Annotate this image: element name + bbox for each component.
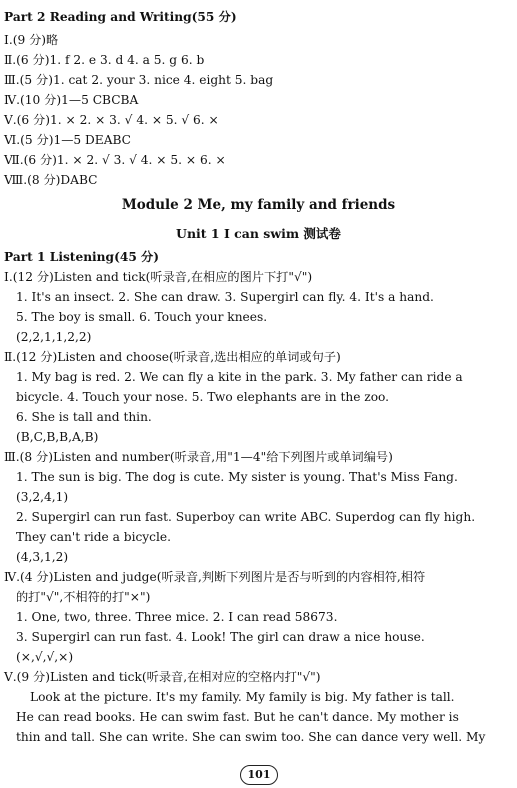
part2-line: Ⅶ.(6 分)1. × 2. √ 3. √ 4. × 5. × 6. ×: [4, 153, 226, 167]
section-header: Ⅴ.(9 分)Listen and tick(听录音,在相对应的空格内打"√"): [4, 670, 321, 684]
section-line: 1. The sun is big. The dog is cute. My sister is young. That's Miss Fang.: [16, 470, 458, 484]
unit-heading: Unit 1 I can swim 测试卷: [176, 226, 341, 241]
section-line: bicycle. 4. Touch your nose. 5. Two elephants are in the zoo.: [16, 390, 390, 404]
section-line: They can't ride a bicycle.: [16, 530, 171, 544]
part2-line: Ⅵ.(5 分)1—5 DEABC: [4, 133, 132, 147]
part2-line: Ⅰ.(9 分)略: [4, 33, 59, 47]
section-line: 1. My bag is red. 2. We can fly a kite in the park. 3. My father can ride a: [16, 370, 463, 384]
part2-line: Ⅱ.(6 分)1. f 2. e 3. d 4. a 5. g 6. b: [4, 53, 205, 67]
part2-line: Ⅲ.(5 分)1. cat 2. your 3. nice 4. eight 5. bag: [4, 73, 274, 87]
section-line: Look at the picture. It's my family. My family is big. My father is tall.: [30, 690, 455, 704]
part1-title: Part 1 Listening(45 分): [4, 250, 159, 264]
part2-line: Ⅴ.(6 分)1. × 2. × 3. √ 4. × 5. √ 6. ×: [4, 113, 219, 127]
section-answer: (2,2,1,1,2,2): [16, 330, 92, 344]
section-header-cont: 的打"√",不相符的打"×"): [16, 590, 151, 604]
section-line: thin and tall. She can write. She can swim too. She can dance very well. My: [16, 730, 486, 744]
part2-title: Part 2 Reading and Writing(55 分): [4, 10, 237, 24]
section-header: Ⅰ.(12 分)Listen and tick(听录音,在相应的图片下打"√"): [4, 270, 313, 284]
section-header: Ⅱ.(12 分)Listen and choose(听录音,选出相应的单词或句子): [4, 350, 341, 364]
page-number: 101: [240, 765, 278, 785]
section-line: 3. Supergirl can run fast. 4. Look! The girl can draw a nice house.: [16, 630, 425, 644]
section-line: 2. Supergirl can run fast. Superboy can write ABC. Superdog can fly high.: [16, 510, 476, 524]
section-line: 1. It's an insect. 2. She can draw. 3. Supergirl can fly. 4. It's a hand.: [16, 290, 434, 304]
section-answer: (B,C,B,B,A,B): [16, 430, 99, 444]
section-line: 6. She is tall and thin.: [16, 410, 152, 424]
section-answer: (3,2,4,1): [16, 490, 69, 504]
section-line: 1. One, two, three. Three mice. 2. I can read 58673.: [16, 610, 338, 624]
section-line: He can read books. He can swim fast. But he can't dance. My mother is: [16, 710, 459, 724]
section-answer: (×,√,√,×): [16, 650, 74, 664]
section-answer: (4,3,1,2): [16, 550, 69, 564]
section-header: Ⅳ.(4 分)Listen and judge(听录音,判断下列图片是否与听到的内容相符,相符: [4, 570, 426, 584]
section-line: 5. The boy is small. 6. Touch your knees.: [16, 310, 268, 324]
section-header: Ⅲ.(8 分)Listen and number(听录音,用"1—4"给下列图片或单词编号): [4, 450, 393, 464]
part2-line: Ⅷ.(8 分)DABC: [4, 173, 98, 187]
part2-line: Ⅳ.(10 分)1—5 CBCBA: [4, 93, 139, 107]
module-heading: Module 2 Me, my family and friends: [121, 197, 396, 213]
